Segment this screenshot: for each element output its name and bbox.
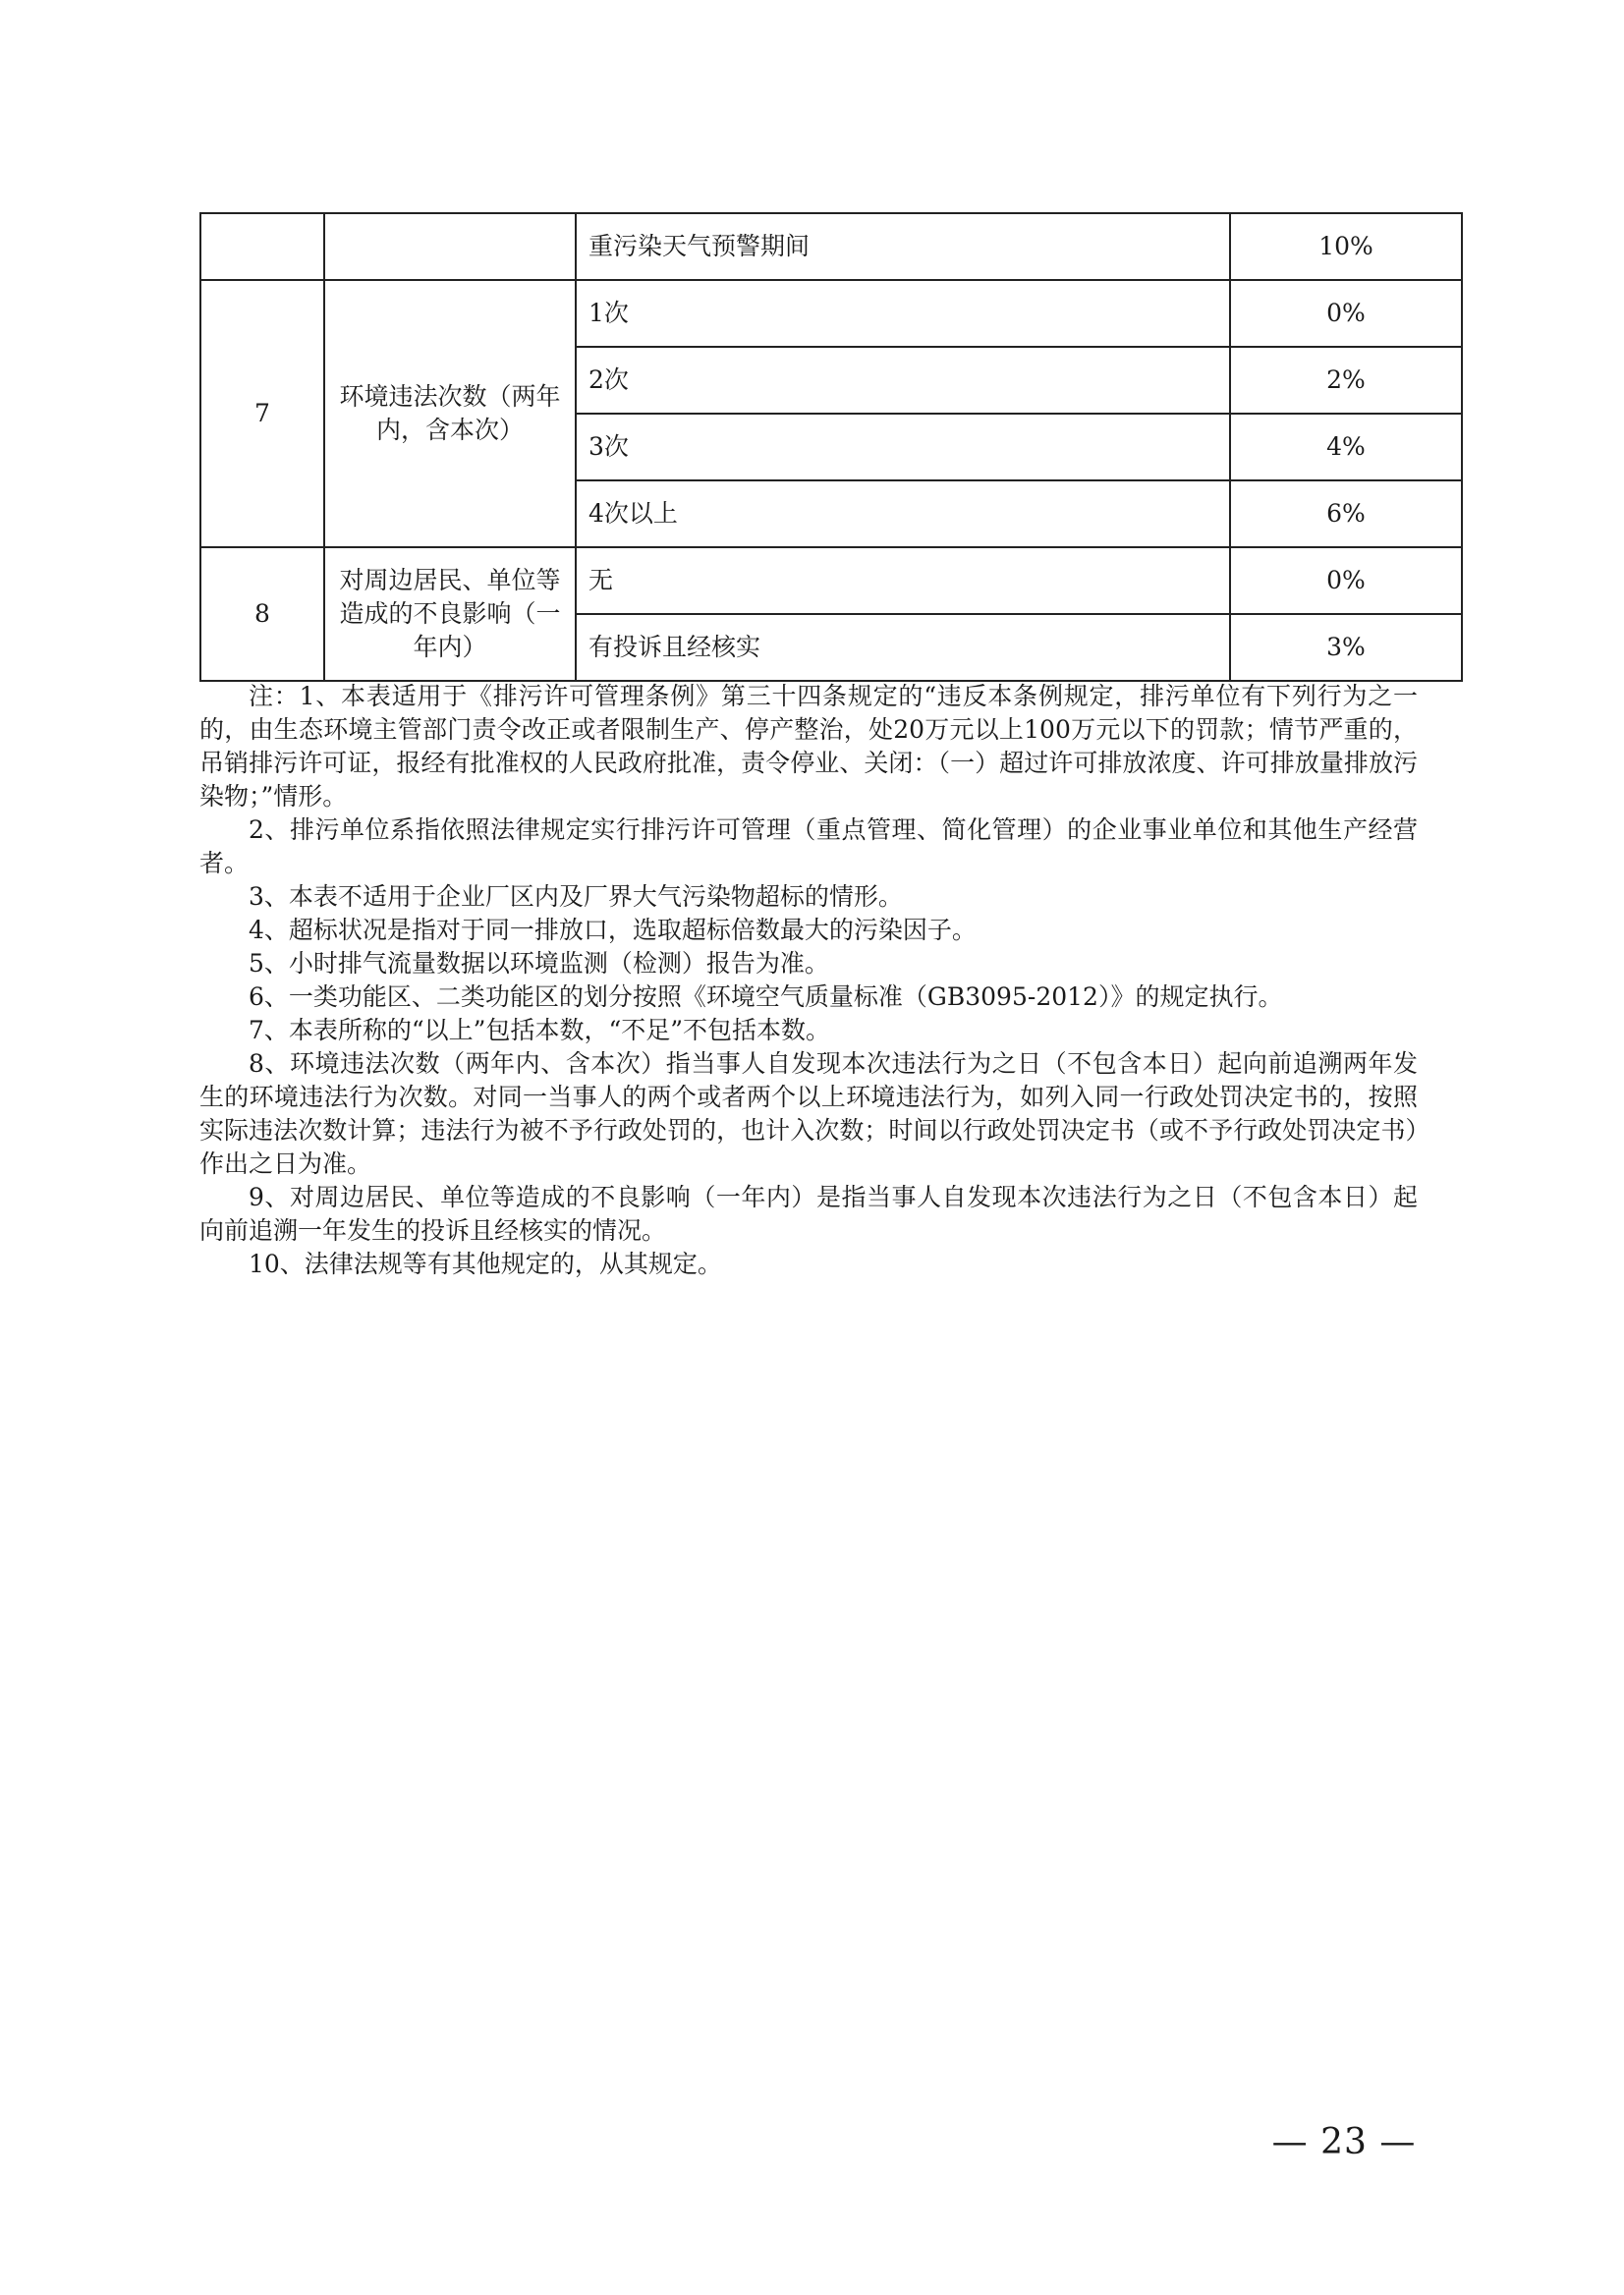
condition-cell: 无 (576, 547, 1230, 614)
category-cell (324, 213, 576, 280)
rate-cell: 3% (1230, 614, 1462, 681)
rate-cell: 0% (1230, 280, 1462, 347)
note-paragraph: 6、一类功能区、二类功能区的划分按照《环境空气质量标准（GB3095-2012）》的规定执行。 (249, 982, 1283, 1011)
rate-cell: 4% (1230, 414, 1462, 480)
note-paragraph: 注：1、本表适用于《排污许可管理条例》第三十四条规定的“违反本条例规定，排污单位有下列行为之一的，由生态环境主管部门责令改正或者限制生产、停产整治，处20万元以上100万元以下的罚款；情节严重的，吊销排污许可证，报经有批准权的人民政府批准，责令停业、关闭：（一）超过许可排放浓度、许可排放量排放污染物；”情形。 (199, 682, 1418, 811)
table-row (200, 547, 1462, 614)
note-paragraph: 2、排污单位系指依照法律规定实行排污许可管理（重点管理、简化管理）的企业事业单位和其他生产经营者。 (199, 815, 1418, 877)
category-cell: 环境违法次数（两年内，含本次） (324, 280, 576, 547)
rate-cell: 2% (1230, 347, 1462, 414)
note-paragraph: 9、对周边居民、单位等造成的不良影响（一年内）是指当事人自发现本次违法行为之日（不包含本日）起向前追溯一年发生的投诉且经核实的情况。 (199, 1183, 1418, 1245)
condition-cell: 有投诉且经核实 (576, 614, 1230, 681)
rate-cell: 0% (1230, 547, 1462, 614)
notes-section (199, 680, 1418, 1281)
category-cell: 对周边居民、单位等造成的不良影响（一年内） (324, 547, 576, 681)
condition-cell: 3次 (576, 414, 1230, 480)
page-number: — 23 — (1271, 2122, 1417, 2162)
note-paragraph: 8、环境违法次数（两年内、含本次）指当事人自发现本次违法行为之日（不包含本日）起向前追溯两年发生的环境违法行为次数。对同一当事人的两个或者两个以上环境违法行为，如列入同一行政处罚决定书的，按照实际违法次数计算；违法行为被不予行政处罚的，也计入次数；时间以行政处罚决定书（或不予行政处罚决定书）作出之日为准。 (199, 1049, 1418, 1178)
condition-cell: 重污染天气预警期间 (576, 213, 1230, 280)
table-row (200, 280, 1462, 347)
penalty-table (199, 212, 1463, 682)
condition-cell: 2次 (576, 347, 1230, 414)
note-paragraph: 7、本表所称的“以上”包括本数，“不足”不包括本数。 (249, 1016, 831, 1044)
row-number-cell (200, 213, 324, 280)
condition-cell: 4次以上 (576, 480, 1230, 547)
note-paragraph: 3、本表不适用于企业厂区内及厂界大气污染物超标的情形。 (249, 882, 903, 911)
note-paragraph: 10、法律法规等有其他规定的，从其规定。 (249, 1250, 722, 1278)
note-paragraph: 4、超标状况是指对于同一排放口，选取超标倍数最大的污染因子。 (249, 916, 977, 944)
note-paragraph: 5、小时排气流量数据以环境监测（检测）报告为准。 (249, 949, 829, 978)
row-number-cell: 7 (200, 280, 324, 547)
table-row (200, 213, 1462, 280)
rate-cell: 10% (1230, 213, 1462, 280)
row-number-cell: 8 (200, 547, 324, 681)
rate-cell: 6% (1230, 480, 1462, 547)
condition-cell: 1次 (576, 280, 1230, 347)
